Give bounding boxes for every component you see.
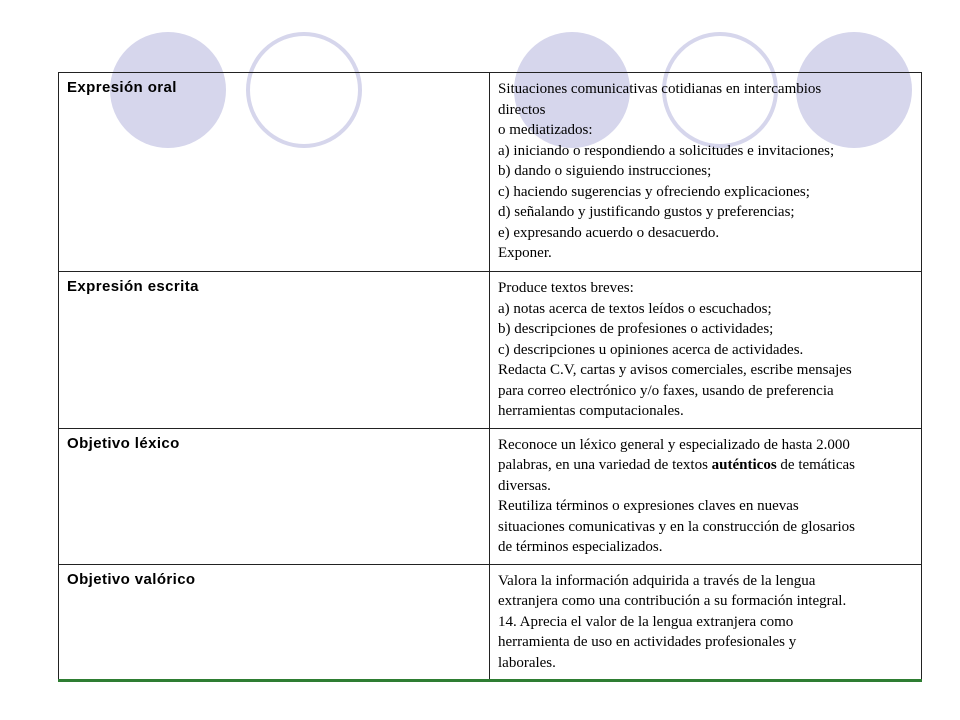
content-line: o mediatizados: bbox=[498, 122, 593, 138]
content-line: laborales. bbox=[498, 654, 556, 671]
content-text: de temáticas bbox=[776, 457, 855, 473]
content-line: d) señalando y justificando gustos y preferencias; bbox=[498, 204, 795, 220]
content-line: directos bbox=[498, 101, 546, 118]
content-line: c) haciendo sugerencias y ofreciendo explicaciones; bbox=[498, 183, 810, 200]
row-content bbox=[490, 564, 922, 681]
row-content bbox=[490, 272, 922, 429]
content-line: herramientas computacionales. bbox=[498, 403, 684, 419]
content-line: herramienta de uso en actividades profesionales y bbox=[498, 634, 797, 650]
emphasized-word: auténticos bbox=[711, 457, 777, 473]
content-line: b) dando o siguiendo instrucciones; bbox=[498, 163, 712, 179]
content-line: de términos especializados. bbox=[498, 539, 663, 555]
content-line: para correo electrónico y/o faxes, usando de preferencia bbox=[498, 382, 834, 399]
row-label: Objetivo valórico bbox=[59, 564, 490, 681]
content-line: situaciones comunicativas y en la construcción de glosarios bbox=[498, 518, 855, 535]
content-line: e) expresando acuerdo o desacuerdo. bbox=[498, 224, 720, 241]
row-content bbox=[490, 73, 922, 272]
table-row bbox=[59, 428, 922, 564]
content-line: b) descripciones de profesiones o actividades; bbox=[498, 321, 774, 337]
row-label: Expresión escrita bbox=[59, 272, 490, 429]
content-line: Exponer. bbox=[498, 245, 552, 261]
row-label: Expresión oral bbox=[59, 73, 490, 272]
content-line: Produce textos breves: bbox=[498, 280, 634, 296]
content-line-mixed bbox=[498, 455, 913, 476]
table-row bbox=[59, 272, 922, 429]
content-line: Redacta C.V, cartas y avisos comerciales, escribe mensajes bbox=[498, 362, 852, 378]
row-label: Objetivo léxico bbox=[59, 428, 490, 564]
content-line: a) notas acerca de textos leídos o escuchados; bbox=[498, 300, 772, 317]
objectives-table bbox=[58, 72, 922, 682]
content-line: Valora la información adquirida a través de la lengua bbox=[498, 572, 816, 589]
content-line: extranjera como una contribución a su formación integral. bbox=[498, 593, 847, 609]
table-row bbox=[59, 564, 922, 681]
content-line: c) descripciones u opiniones acerca de actividades. bbox=[498, 341, 804, 358]
content-line: a) iniciando o respondiendo a solicitudes e invitaciones; bbox=[498, 142, 835, 159]
content-line: Situaciones comunicativas cotidianas en intercambios bbox=[498, 81, 822, 97]
table-row bbox=[59, 73, 922, 272]
content-line: diversas. bbox=[498, 477, 551, 494]
content-text: palabras, en una variedad de textos bbox=[498, 457, 712, 473]
row-content bbox=[490, 428, 922, 564]
content-line: 14. Aprecia el valor de la lengua extranjera como bbox=[498, 613, 794, 630]
content-line: Reutiliza términos o expresiones claves en nuevas bbox=[498, 498, 799, 514]
content-line: Reconoce un léxico general y especializado de hasta 2.000 bbox=[498, 436, 850, 453]
